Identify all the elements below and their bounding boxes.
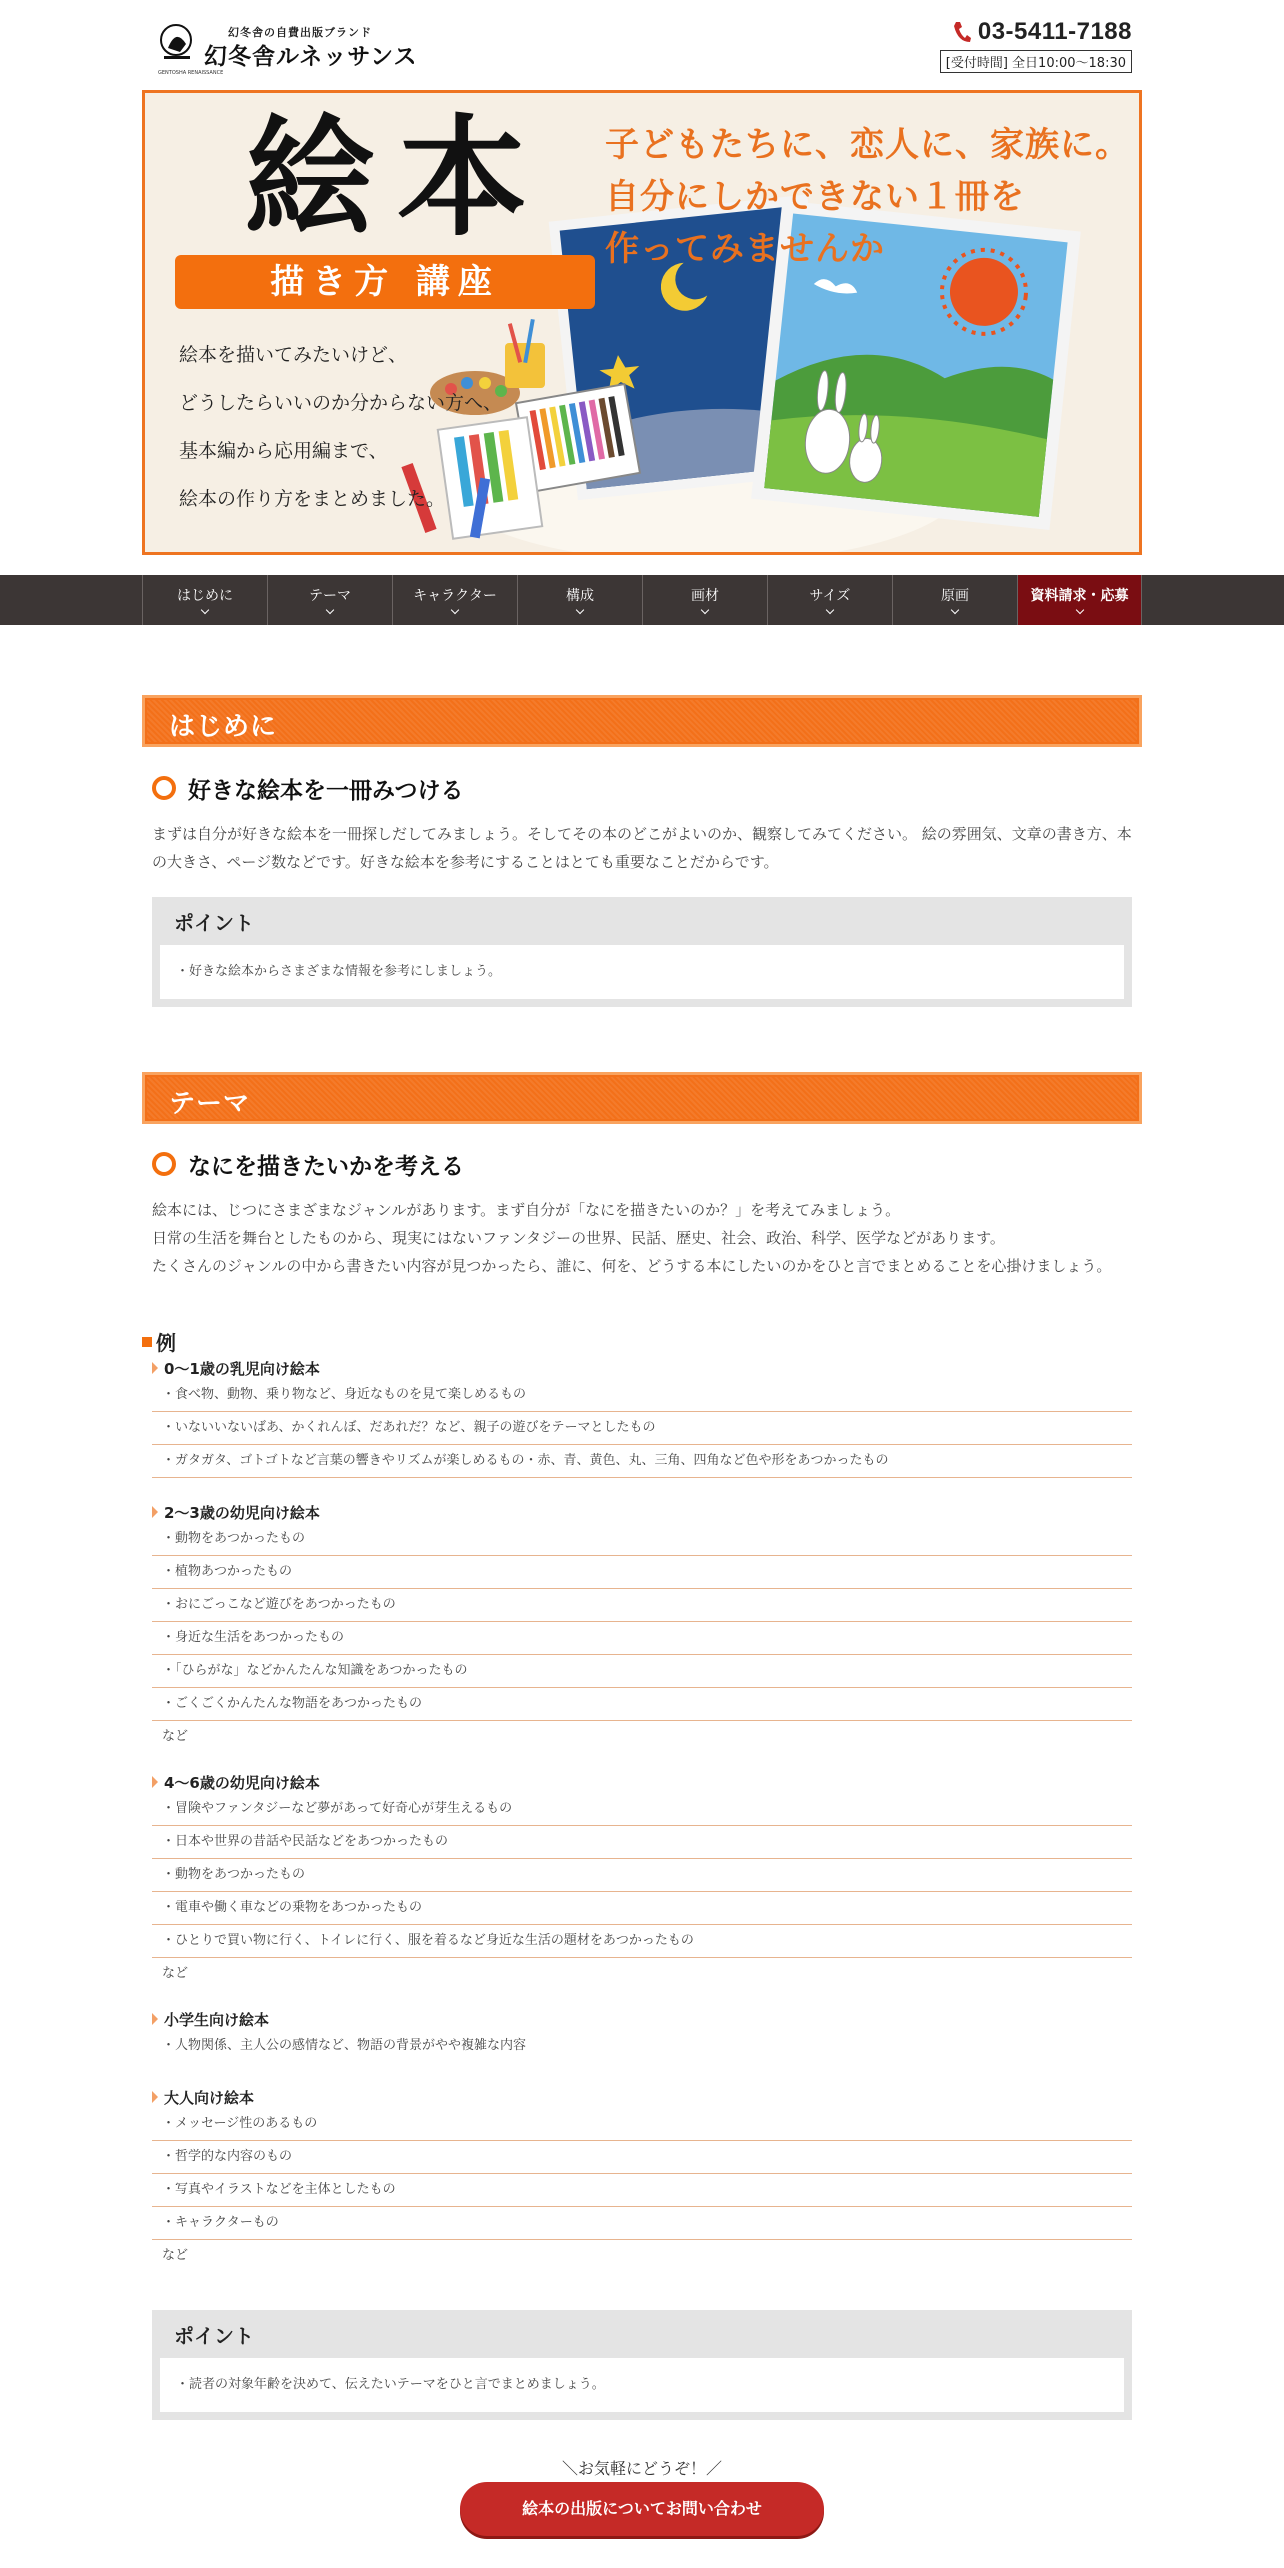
list-item: ・キャラクターもの <box>152 2207 1132 2240</box>
hero-description-line: 基本編から応用編まで、 <box>179 440 388 462</box>
theme-heading-text: なにを描きたいかを考える <box>188 1153 464 1180</box>
chevron-down-icon <box>1075 606 1083 614</box>
list-item: ・ごくごくかんたんな物語をあつかったもの <box>152 1688 1132 1721</box>
chevron-down-icon <box>701 606 709 614</box>
hero-description <box>179 331 502 523</box>
triangle-bullet-icon <box>152 2091 158 2103</box>
logo-emblem-icon <box>158 22 198 70</box>
nav-item-original-art[interactable] <box>892 575 1017 625</box>
chevron-down-icon <box>826 606 834 614</box>
category-title <box>152 1501 1132 1523</box>
triangle-bullet-icon <box>152 1776 158 1788</box>
category-title-text: 2～3歳の幼児向け絵本 <box>164 1503 320 1522</box>
hero-title: 絵本 <box>245 102 550 254</box>
nav-item-label: はじめに <box>177 588 233 604</box>
theme-heading <box>152 1148 464 1180</box>
nav-item-character[interactable] <box>392 575 517 625</box>
ring-bullet-icon <box>152 1152 176 1176</box>
chevron-down-icon <box>951 606 959 614</box>
theme-body-line: 日常の生活を舞台としたものから、現実にはないファンタジーの世界、民話、歴史、社会、政治、科学、医学などがあります。 <box>152 1229 1005 1247</box>
nav-item-label: 原画 <box>941 588 969 604</box>
square-bullet-icon <box>142 1337 152 1347</box>
list-item: ・電車や働く車などの乗物をあつかったもの <box>152 1892 1132 1925</box>
list-item: ・ひとりで買い物に行く、トイレに行く、服を着るなど身近な生活の題材をあつかったもの <box>152 1925 1132 1958</box>
chevron-down-icon <box>451 606 459 614</box>
nav-item-structure[interactable] <box>517 575 642 625</box>
theme-body-line: たくさんのジャンルの中から書きたい内容が見つかったら、誰に、何を、どうする本にしたいのかをひと言でまとめることを心掛けましょう。 <box>152 1257 1112 1275</box>
hero-banner <box>142 90 1142 555</box>
list-item: ・食べ物、動物、乗り物など、身近なものを見て楽しめるもの <box>152 1379 1132 1412</box>
category-title-text: 小学生向け絵本 <box>164 2010 270 2029</box>
example-category <box>152 1501 1132 1753</box>
example-category <box>152 2086 1132 2272</box>
theme-point-box <box>152 2310 1132 2420</box>
triangle-bullet-icon <box>152 1506 158 1518</box>
section-banner-title: はじめに <box>169 712 278 742</box>
point-title: ポイント <box>174 911 254 935</box>
list-item: ・動物をあつかったもの <box>152 1859 1132 1892</box>
list-item: ・いないいないばあ、かくれんぼ、だあれだ？など、親子の遊びをテーマとしたもの <box>152 1412 1132 1445</box>
logo-sub: GENTOSHA RENAISSANCE <box>158 70 224 76</box>
example-category <box>152 1771 1132 1990</box>
list-item: ・ガタガタ、ゴトゴトなど言葉の響きやリズムが楽しめるもの・赤、青、黄色、丸、三角、四角など色や形をあつかったもの <box>152 1445 1132 1478</box>
intro-point-box <box>152 897 1132 1007</box>
phone-icon <box>952 20 972 44</box>
category-title-text: 大人向け絵本 <box>164 2088 255 2107</box>
hero-description-line: 絵本の作り方をまとめました。 <box>179 488 446 510</box>
section-banner-theme <box>142 1072 1142 1124</box>
phone-hours: [受付時間] 全日10:00〜18:30 <box>940 50 1132 73</box>
category-title <box>152 2008 1132 2030</box>
point-body: ・好きな絵本からさまざまな情報を参考にしましょう。 <box>160 945 1124 999</box>
list-etc: など <box>162 2248 189 2263</box>
list-item: ・おにごっこなど遊びをあつかったもの <box>152 1589 1132 1622</box>
hero-tagline-line: 作ってみませんか <box>605 229 885 269</box>
example-category <box>152 1357 1132 1478</box>
list-item: ・哲学的な内容のもの <box>152 2141 1132 2174</box>
list-etc: など <box>162 1729 189 1744</box>
nav-item-label: 構成 <box>566 588 594 604</box>
ring-bullet-icon <box>152 776 176 800</box>
nav-item-label: 資料請求・応募 <box>1030 588 1129 604</box>
section-banner-intro <box>142 695 1142 747</box>
cta-lead: ＼お気軽にどうぞ！／ <box>561 2459 722 2478</box>
nav-item-size[interactable] <box>767 575 892 625</box>
chevron-down-icon <box>576 606 584 614</box>
hero-tagline <box>605 119 1130 275</box>
examples-heading <box>142 1327 176 1356</box>
nav-item-label: テーマ <box>309 588 351 604</box>
nav-item-label: キャラクター <box>413 588 497 604</box>
logo-tagline: 幻冬舎の自費出版ブランド <box>228 26 372 39</box>
hero-description-line: 絵本を描いてみたいけど、 <box>179 344 408 366</box>
nav-item-intro[interactable] <box>142 575 267 625</box>
point-title: ポイント <box>174 2324 254 2348</box>
category-title-text: 4～6歳の幼児向け絵本 <box>164 1773 320 1792</box>
nav-item-apply[interactable] <box>1017 575 1142 625</box>
examples-heading-text: 例 <box>156 1331 176 1355</box>
list-item: ・動物をあつかったもの <box>152 1523 1132 1556</box>
hero-badge: 描き方 講座 <box>175 255 595 309</box>
triangle-bullet-icon <box>152 1362 158 1374</box>
contact-button[interactable]: 絵本の出版についてお問い合わせ <box>460 2482 824 2536</box>
list-item: ・メッセージ性のあるもの <box>152 2108 1132 2141</box>
category-title <box>152 1771 1132 1793</box>
logo-name: 幻冬舎ルネッサンス <box>204 43 418 70</box>
brand-logo[interactable] <box>158 22 418 76</box>
list-item: ・身近な生活をあつかったもの <box>152 1622 1132 1655</box>
list-item: ・植物あつかったもの <box>152 1556 1132 1589</box>
chevron-down-icon <box>326 606 334 614</box>
nav-item-label: サイズ <box>809 588 851 604</box>
nav-item-theme[interactable] <box>267 575 392 625</box>
contact-phone <box>940 18 1132 73</box>
triangle-bullet-icon <box>152 2013 158 2025</box>
nav-item-materials[interactable] <box>642 575 767 625</box>
intro-body: まずは自分が好きな絵本を一冊探しだしてみましょう。そしてその本のどこがよいのか、観察してみてください。 絵の雰囲気、文章の書き方、本の大きさ、ページ数などです。好きな絵本を参考にすることはとても重要なことだからです。 <box>152 825 1132 871</box>
theme-body-line: 絵本には、じつにさまざまなジャンルがあります。まず自分が「なにを描きたいのか？」を考えてみましょう。 <box>152 1201 901 1219</box>
hero-description-line: どうしたらいいのか分からない方へ、 <box>179 392 503 414</box>
chevron-down-icon <box>201 606 209 614</box>
list-item: ・人物関係、主人公の感情など、物語の背景がやや複雑な内容 <box>162 2038 527 2053</box>
nav-item-label: 画材 <box>691 588 719 604</box>
point-body: ・読者の対象年齢を決めて、伝えたいテーマをひと言でまとめましょう。 <box>160 2358 1124 2412</box>
phone-number[interactable]: 03-5411-7188 <box>977 18 1132 45</box>
intro-heading <box>152 772 464 804</box>
list-item: ・冒険やファンタジーなど夢があって好奇心が芽生えるもの <box>152 1793 1132 1826</box>
section-banner-title: テーマ <box>169 1089 251 1119</box>
hero-tagline-line: 子どもたちに、恋人に、家族に。 <box>605 125 1130 165</box>
hero-tagline-line: 自分にしかできない１冊を <box>605 177 1025 217</box>
example-category <box>152 2008 1132 2063</box>
category-title-text: 0～1歳の乳児向け絵本 <box>164 1359 320 1378</box>
list-item: ・写真やイラストなどを主体としたもの <box>152 2174 1132 2207</box>
intro-heading-text: 好きな絵本を一冊みつける <box>188 777 464 804</box>
category-title <box>152 2086 1132 2108</box>
list-item: ・日本や世界の昔話や民話などをあつかったもの <box>152 1826 1132 1859</box>
site-header <box>0 0 1284 88</box>
theme-body <box>152 1196 1132 1280</box>
category-title <box>152 1357 1132 1379</box>
list-etc: など <box>162 1966 189 1981</box>
list-item: ・「ひらがな」などかんたんな知識をあつかったもの <box>152 1655 1132 1688</box>
main-nav <box>0 575 1284 625</box>
